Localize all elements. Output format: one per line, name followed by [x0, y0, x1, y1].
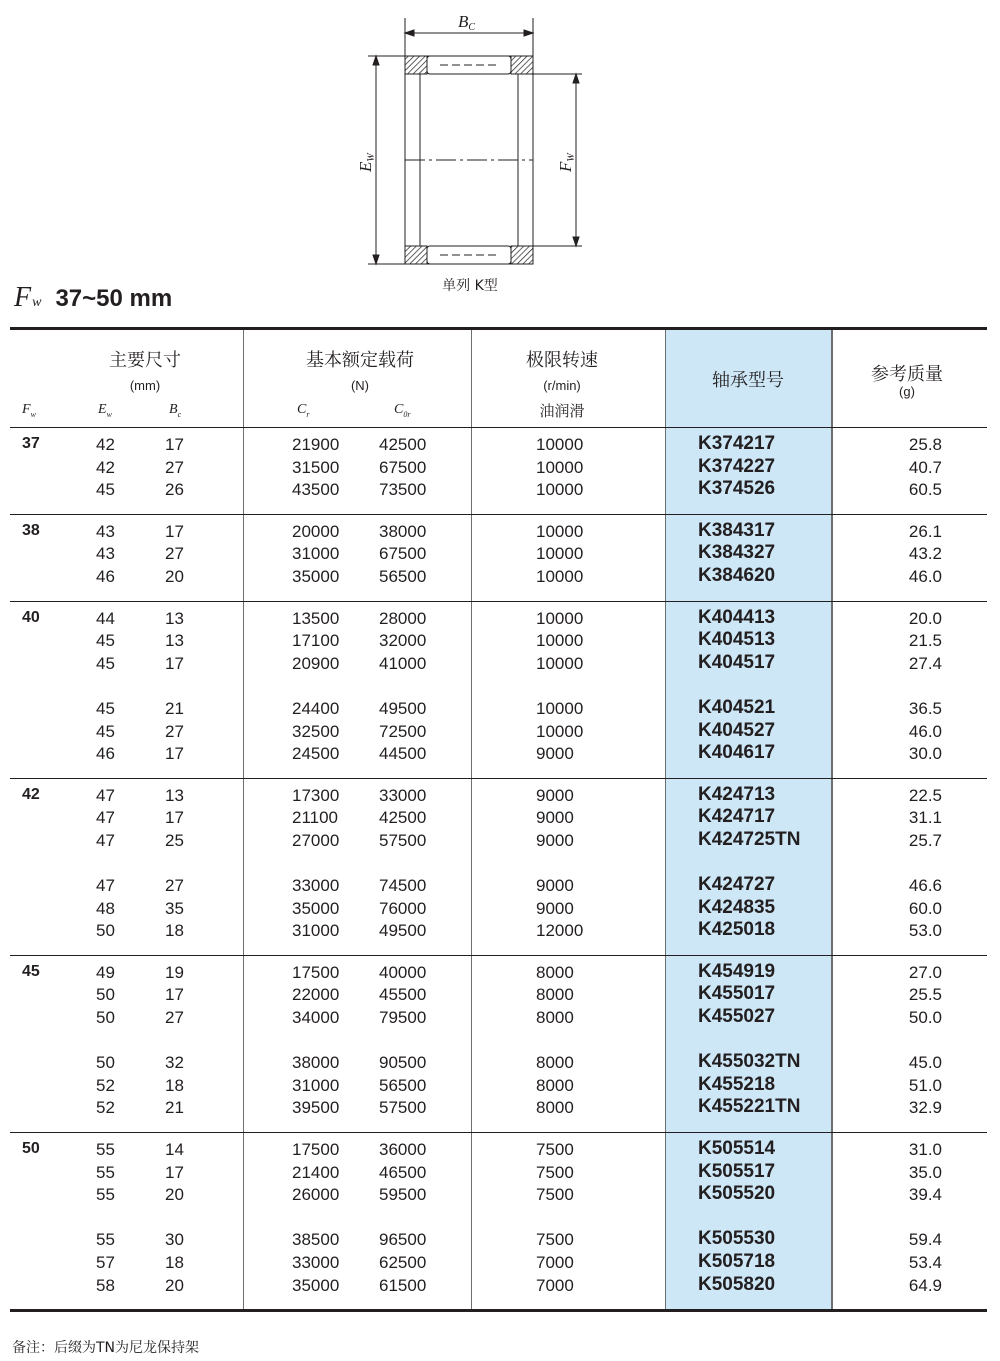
- cell-model: K374526: [698, 478, 776, 500]
- header-speed-lubrication: 油润滑: [539, 402, 585, 420]
- cell-cr: 39500: [292, 1098, 340, 1118]
- cell-speed: 7000: [536, 1253, 574, 1272]
- cell-model: K455032TN: [698, 1051, 801, 1073]
- table-group: [10, 1133, 987, 1312]
- diagram-label-bc: B: [458, 12, 469, 31]
- cell-model: K455017: [698, 983, 776, 1005]
- cell-model: K374217: [698, 433, 776, 454]
- cell-mass: 27.0: [908, 962, 942, 982]
- cell-speed: 9000: [536, 876, 574, 896]
- cell-c0r: 44500: [379, 744, 427, 764]
- cell-ew: 43: [96, 521, 115, 541]
- cell-speed: 10000: [536, 653, 584, 673]
- cell-model: K424725TN: [698, 828, 801, 850]
- cell-bc: 20: [165, 1185, 184, 1205]
- cell-c0r: 33000: [379, 785, 427, 805]
- cell-fw: 42: [22, 785, 40, 803]
- cell-cr: 13500: [292, 608, 340, 628]
- header-c0r: $C_{0r}$: [394, 402, 411, 419]
- cell-mass: 32.9: [908, 1098, 942, 1118]
- cell-ew: 55: [96, 1140, 115, 1160]
- table-row: [10, 606, 987, 629]
- cell-model: K404617: [698, 742, 776, 764]
- cell-ew: 50: [96, 985, 115, 1005]
- cell-bc: 17: [165, 808, 184, 828]
- cell-model: K404517: [698, 651, 776, 673]
- cell-bc: 27: [165, 1008, 184, 1028]
- cell-model: K425018: [698, 919, 776, 941]
- cell-speed: 9000: [536, 808, 574, 828]
- heading-symbol: F: [14, 282, 32, 313]
- cell-mass: 59.4: [908, 1230, 942, 1250]
- bearing-diagram: [340, 8, 600, 298]
- cell-c0r: 41000: [379, 653, 427, 673]
- cell-ew: 47: [96, 808, 115, 828]
- cell-mass: 53.0: [908, 921, 942, 941]
- cell-speed: 7000: [536, 1275, 574, 1295]
- cell-bc: 20: [165, 1275, 184, 1295]
- cell-c0r: 36000: [379, 1140, 427, 1160]
- cell-bc: 25: [165, 830, 184, 850]
- cell-mass: 43.2: [908, 544, 942, 564]
- table-row: [10, 960, 987, 983]
- cell-ew: 45: [96, 631, 115, 651]
- cell-mass: 45.0: [908, 1053, 942, 1073]
- cell-cr: 20000: [292, 521, 340, 541]
- cell-bc: 20: [165, 566, 184, 586]
- cell-c0r: 32000: [379, 631, 427, 651]
- cell-speed: 8000: [536, 985, 574, 1005]
- cell-ew: 50: [96, 1008, 115, 1028]
- cell-ew: 45: [96, 480, 115, 500]
- cell-speed: 8000: [536, 1053, 574, 1073]
- cell-ew: 55: [96, 1185, 115, 1205]
- cell-speed: 9000: [536, 785, 574, 805]
- cell-model: K505530: [698, 1228, 776, 1250]
- cell-fw: 38: [22, 521, 40, 539]
- cell-cr: 32500: [292, 721, 340, 741]
- cell-mass: 46.0: [908, 566, 942, 586]
- cell-ew: 43: [96, 544, 115, 564]
- diagram-label-ew-sub: W: [366, 153, 377, 162]
- col-separator: [243, 330, 244, 427]
- table-group: [10, 602, 987, 779]
- cell-ew: 55: [96, 1230, 115, 1250]
- cell-speed: 8000: [536, 1075, 574, 1095]
- cell-c0r: 67500: [379, 544, 427, 564]
- col-separator: [471, 330, 472, 427]
- cell-bc: 13: [165, 608, 184, 628]
- cell-model: K424717: [698, 806, 776, 828]
- cell-mass: 60.5: [908, 480, 942, 500]
- cell-cr: 22000: [292, 985, 340, 1005]
- cell-speed: 7500: [536, 1162, 574, 1182]
- table-row: [10, 918, 987, 941]
- cell-model: K404413: [698, 606, 776, 628]
- cell-speed: 9000: [536, 830, 574, 850]
- cell-cr: 24500: [292, 744, 340, 764]
- cell-bc: 13: [165, 785, 184, 805]
- cell-cr: 26000: [292, 1185, 340, 1205]
- cell-mass: 20.0: [908, 608, 942, 628]
- cell-mass: 30.0: [908, 744, 942, 764]
- cell-cr: 24400: [292, 698, 340, 718]
- table-row: [10, 651, 987, 674]
- diagram-label-ew: E: [356, 161, 375, 172]
- cell-fw: 37: [22, 435, 40, 452]
- table-header: [10, 330, 987, 428]
- cell-c0r: 56500: [379, 1075, 427, 1095]
- cell-speed: 10000: [536, 480, 584, 500]
- cell-c0r: 67500: [379, 457, 427, 477]
- cell-ew: 46: [96, 744, 115, 764]
- cell-c0r: 46500: [379, 1162, 427, 1182]
- table-row: [10, 1182, 987, 1205]
- cell-speed: 9000: [536, 898, 574, 918]
- cell-bc: 30: [165, 1230, 184, 1250]
- svg-text:EW: [356, 152, 377, 173]
- cell-mass: 50.0: [908, 1008, 942, 1028]
- table-group: [10, 956, 987, 1133]
- cell-mass: 53.4: [908, 1253, 942, 1272]
- cell-c0r: 49500: [379, 921, 427, 941]
- table-row: [10, 828, 987, 851]
- cell-bc: 17: [165, 521, 184, 541]
- cell-bc: 17: [165, 744, 184, 764]
- header-mass: 参考质量: [871, 364, 943, 385]
- cell-mass: 26.1: [908, 521, 942, 541]
- cell-model: K424727: [698, 874, 776, 896]
- cell-c0r: 49500: [379, 698, 427, 718]
- cell-model: K454919: [698, 960, 776, 982]
- cell-bc: 17: [165, 1162, 184, 1182]
- cell-c0r: 56500: [379, 566, 427, 586]
- cell-cr: 17100: [292, 631, 340, 651]
- cell-ew: 55: [96, 1162, 115, 1182]
- cell-bc: 18: [165, 1075, 184, 1095]
- cell-bc: 21: [165, 1098, 184, 1118]
- table-row: [10, 1250, 987, 1273]
- cell-cr: 35000: [292, 566, 340, 586]
- cell-model: K424835: [698, 896, 776, 918]
- cell-ew: 52: [96, 1075, 115, 1095]
- cell-bc: 17: [165, 435, 184, 454]
- cell-bc: 21: [165, 698, 184, 718]
- cell-c0r: 73500: [379, 480, 427, 500]
- cell-cr: 38000: [292, 1053, 340, 1073]
- cell-mass: 21.5: [908, 631, 942, 651]
- cell-bc: 26: [165, 480, 184, 500]
- table-row: [10, 1050, 987, 1073]
- cell-speed: 10000: [536, 631, 584, 651]
- cell-mass: 25.5: [908, 985, 942, 1005]
- cell-ew: 52: [96, 1098, 115, 1118]
- cell-bc: 14: [165, 1140, 184, 1160]
- cell-ew: 47: [96, 785, 115, 805]
- header-bc: $B_c$: [169, 402, 182, 419]
- cell-model: K505514: [698, 1138, 776, 1160]
- table-row: [10, 741, 987, 764]
- cell-bc: 18: [165, 1253, 184, 1272]
- cell-ew: 42: [96, 457, 115, 477]
- cell-cr: 43500: [292, 480, 340, 500]
- cell-model: K384620: [698, 564, 776, 586]
- header-cr: $C_r$: [297, 402, 310, 419]
- cell-bc: 35: [165, 898, 184, 918]
- table-row: [10, 696, 987, 719]
- cell-cr: 21100: [292, 808, 339, 828]
- cell-bc: 27: [165, 876, 184, 896]
- cell-c0r: 38000: [379, 521, 427, 541]
- cell-c0r: 57500: [379, 1098, 427, 1118]
- cell-cr: 31500: [292, 457, 340, 477]
- cell-mass: 27.4: [908, 653, 942, 673]
- cell-c0r: 62500: [379, 1253, 427, 1272]
- cell-ew: 50: [96, 1053, 115, 1073]
- cell-c0r: 76000: [379, 898, 427, 918]
- table-group: [10, 515, 987, 602]
- cell-fw: 50: [22, 1140, 40, 1158]
- cell-c0r: 79500: [379, 1008, 427, 1028]
- cell-cr: 35000: [292, 1275, 340, 1295]
- cell-c0r: 59500: [379, 1185, 427, 1205]
- cell-ew: 47: [96, 830, 115, 850]
- cell-c0r: 28000: [379, 608, 427, 628]
- footnote: 备注：后缀为TN为尼龙保持架: [12, 1340, 200, 1356]
- table-row: [10, 455, 987, 478]
- cell-mass: 46.0: [908, 721, 942, 741]
- header-fw: $F_w$: [22, 402, 36, 419]
- cell-cr: 31000: [292, 921, 340, 941]
- table-row: [10, 1073, 987, 1096]
- header-load-unit: (N): [350, 378, 370, 393]
- cell-cr: 21400: [292, 1162, 340, 1182]
- cell-cr: 38500: [292, 1230, 340, 1250]
- cell-c0r: 96500: [379, 1230, 427, 1250]
- table-group: [10, 428, 987, 515]
- cell-model: K455221TN: [698, 1096, 801, 1118]
- table-row: [10, 783, 987, 806]
- cell-model: K455027: [698, 1006, 776, 1028]
- cell-mass: 64.9: [908, 1275, 942, 1295]
- cell-speed: 8000: [536, 962, 574, 982]
- cell-ew: 45: [96, 698, 115, 718]
- cell-bc: 27: [165, 544, 184, 564]
- cell-ew: 49: [96, 962, 115, 982]
- cell-speed: 9000: [536, 744, 574, 764]
- cell-cr: 27000: [292, 830, 340, 850]
- cell-ew: 46: [96, 566, 115, 586]
- cell-speed: 10000: [536, 435, 584, 454]
- cell-c0r: 57500: [379, 830, 427, 850]
- cell-model: K505718: [698, 1251, 776, 1272]
- cell-model: K384317: [698, 519, 776, 541]
- cell-mass: 51.0: [908, 1075, 942, 1095]
- cell-c0r: 90500: [379, 1053, 427, 1073]
- cell-mass: 22.5: [908, 785, 942, 805]
- table-row: [10, 719, 987, 742]
- table-row: [10, 477, 987, 500]
- svg-text:BC: [458, 12, 475, 33]
- table-row: [10, 519, 987, 542]
- cell-mass: 36.5: [908, 698, 942, 718]
- cell-mass: 60.0: [908, 898, 942, 918]
- cell-cr: 33000: [292, 876, 340, 896]
- cell-cr: 17500: [292, 962, 340, 982]
- svg-text:FW: [556, 152, 577, 173]
- cell-ew: 44: [96, 608, 115, 628]
- cell-speed: 10000: [536, 698, 584, 718]
- cell-model: K404521: [698, 696, 776, 718]
- table-row: [10, 1095, 987, 1118]
- cell-mass: 31.0: [908, 1140, 942, 1160]
- page-heading: [14, 282, 172, 316]
- cell-speed: 7500: [536, 1230, 574, 1250]
- diagram-label-fw: F: [556, 161, 575, 172]
- header-model: 轴承型号: [712, 370, 784, 391]
- cell-speed: 10000: [536, 457, 584, 477]
- table-group: [10, 779, 987, 956]
- cell-bc: 19: [165, 962, 184, 982]
- cell-cr: 17500: [292, 1140, 340, 1160]
- cell-ew: 48: [96, 898, 115, 918]
- diagram-label-fw-sub: W: [566, 153, 577, 162]
- cell-cr: 35000: [292, 898, 340, 918]
- cell-speed: 7500: [536, 1185, 574, 1205]
- cell-cr: 34000: [292, 1008, 340, 1028]
- cell-speed: 10000: [536, 521, 584, 541]
- cell-model: K374227: [698, 455, 776, 477]
- cell-model: K424713: [698, 783, 776, 805]
- cell-cr: 21900: [292, 435, 340, 454]
- cell-model: K404527: [698, 719, 776, 741]
- cell-bc: 27: [165, 457, 184, 477]
- header-speed: 极限转速: [526, 350, 598, 371]
- cell-ew: 58: [96, 1275, 115, 1295]
- header-main-dims-unit: (mm): [129, 378, 161, 393]
- header-main-dims: 主要尺寸: [109, 350, 181, 371]
- table-body: [10, 428, 987, 1312]
- cell-bc: 18: [165, 921, 184, 941]
- header-load: 基本额定载荷: [306, 350, 414, 371]
- table-row: [10, 541, 987, 564]
- cell-ew: 42: [96, 435, 115, 454]
- table-row: [10, 805, 987, 828]
- table-row: [10, 1160, 987, 1183]
- cell-fw: 40: [22, 608, 40, 626]
- cell-c0r: 74500: [379, 876, 427, 896]
- table-row: [10, 564, 987, 587]
- cell-speed: 8000: [536, 1098, 574, 1118]
- cell-ew: 57: [96, 1253, 115, 1272]
- table-row: [10, 1273, 987, 1296]
- cell-mass: 40.7: [908, 457, 942, 477]
- heading-range: 37~50 mm: [55, 285, 173, 312]
- cell-bc: 13: [165, 631, 184, 651]
- cell-cr: 33000: [292, 1253, 340, 1272]
- cell-mass: 25.8: [908, 435, 942, 454]
- cell-bc: 17: [165, 985, 184, 1005]
- cell-c0r: 40000: [379, 962, 427, 982]
- diagram-label-bc-sub: C: [468, 22, 476, 33]
- cell-fw: 45: [22, 962, 40, 980]
- cell-model: K404513: [698, 629, 776, 651]
- table-row: [10, 1005, 987, 1028]
- spec-table: [10, 327, 987, 1312]
- cell-model: K505517: [698, 1160, 776, 1182]
- cell-speed: 7500: [536, 1140, 574, 1160]
- cell-speed: 10000: [536, 608, 584, 628]
- heading-symbol-sub: w: [32, 295, 42, 310]
- cell-ew: 47: [96, 876, 115, 896]
- header-ew: $E_w$: [98, 402, 112, 419]
- cell-speed: 10000: [536, 544, 584, 564]
- header-mass-unit: (g): [899, 384, 915, 399]
- table-row: [10, 1137, 987, 1160]
- cell-c0r: 72500: [379, 721, 427, 741]
- table-row: [10, 873, 987, 896]
- cell-bc: 27: [165, 721, 184, 741]
- cell-ew: 50: [96, 921, 115, 941]
- table-row: [10, 1227, 987, 1250]
- header-speed-unit: (r/min): [543, 378, 581, 393]
- cell-ew: 45: [96, 653, 115, 673]
- cell-speed: 8000: [536, 1008, 574, 1028]
- cell-cr: 20900: [292, 653, 340, 673]
- table-row: [10, 982, 987, 1005]
- cell-cr: 31000: [292, 544, 340, 564]
- table-row: [10, 896, 987, 919]
- cell-bc: 32: [165, 1053, 184, 1073]
- cell-speed: 10000: [536, 721, 584, 741]
- cell-cr: 31000: [292, 1075, 340, 1095]
- cell-ew: 45: [96, 721, 115, 741]
- table-row: [10, 432, 987, 455]
- cell-model: K505520: [698, 1183, 776, 1205]
- cell-c0r: 42500: [379, 808, 427, 828]
- cell-model: K384327: [698, 542, 776, 564]
- cell-cr: 17300: [292, 785, 340, 805]
- cell-bc: 17: [165, 653, 184, 673]
- cell-model: K505820: [698, 1273, 776, 1295]
- cell-mass: 46.6: [908, 876, 942, 896]
- cell-mass: 25.7: [908, 830, 942, 850]
- cell-mass: 31.1: [908, 808, 942, 828]
- cell-mass: 39.4: [908, 1185, 942, 1205]
- cell-speed: 10000: [536, 566, 584, 586]
- cell-c0r: 61500: [379, 1275, 427, 1295]
- cell-model: K455218: [698, 1073, 776, 1095]
- cell-c0r: 42500: [379, 435, 427, 454]
- cell-speed: 12000: [536, 921, 584, 941]
- diagram-caption: 单列 K型: [442, 278, 498, 294]
- table-row: [10, 628, 987, 651]
- cell-mass: 35.0: [908, 1162, 942, 1182]
- cell-c0r: 45500: [379, 985, 427, 1005]
